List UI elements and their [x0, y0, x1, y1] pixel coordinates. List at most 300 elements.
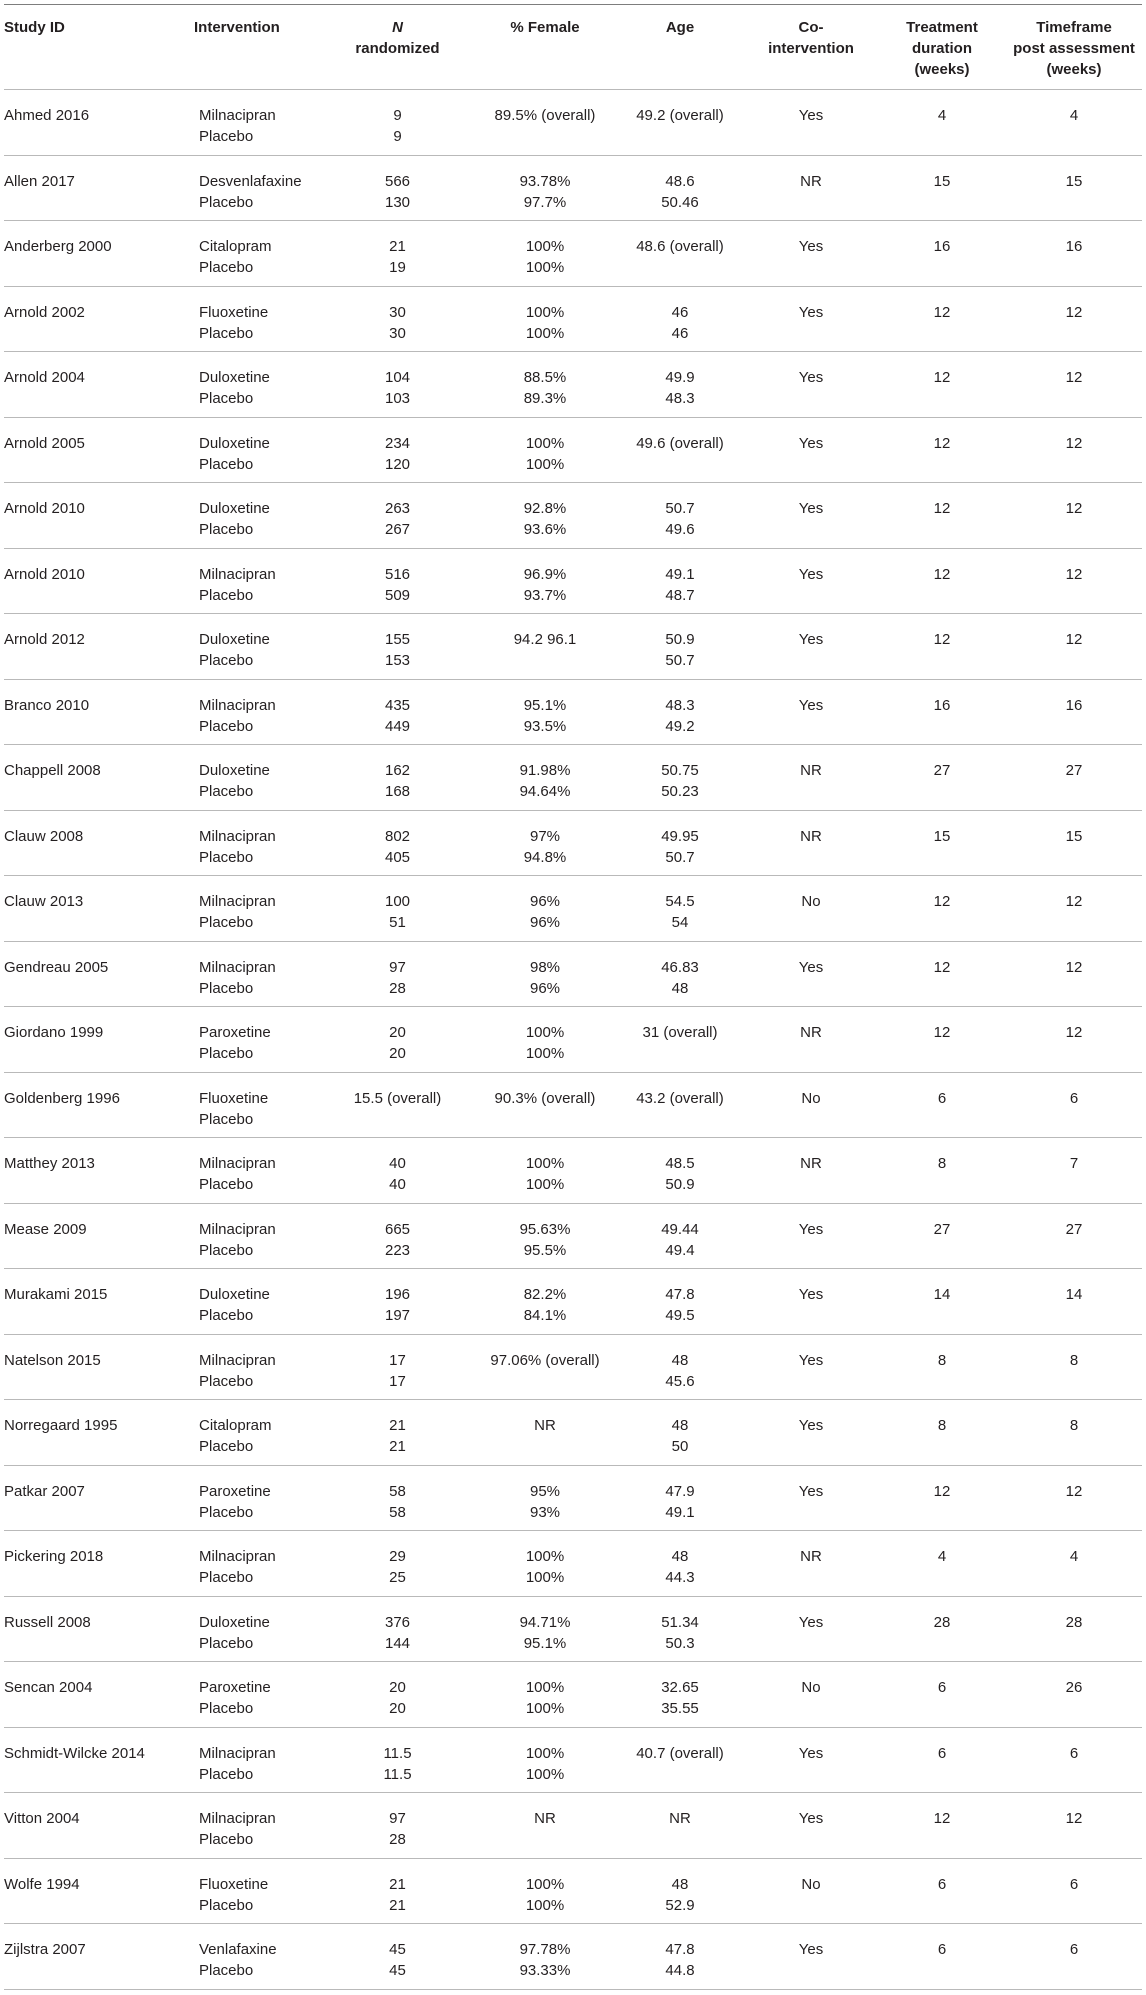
- table-row: [4, 352, 1142, 418]
- age-intervention: 43.2 (overall): [636, 1089, 724, 1107]
- intervention-cell: [194, 1007, 321, 1073]
- age-cell: [616, 1400, 744, 1466]
- timeframe-cell: [1006, 876, 1142, 942]
- header-study-id: Study ID: [4, 19, 65, 36]
- age-cell: [616, 1727, 744, 1793]
- female-intervention: 89.5% (overall): [494, 107, 596, 124]
- n-intervention: 11.5: [383, 1744, 412, 1762]
- n-intervention: 45: [389, 1941, 406, 1958]
- table-row: [4, 90, 1142, 156]
- age-control: 44.8: [665, 1962, 695, 1979]
- treatment-duration-cell: [878, 1793, 1006, 1859]
- female-cell: [474, 483, 616, 549]
- timeframe-cell: [1006, 1596, 1142, 1662]
- female-control: 96%: [529, 979, 561, 997]
- n-randomized-cell: [321, 614, 474, 680]
- treatment-duration: 15: [933, 172, 951, 190]
- study-id-cell: [4, 352, 194, 418]
- female-control: 94.64%: [519, 783, 571, 800]
- female-intervention: 100%: [525, 1024, 565, 1041]
- study-id: Branco 2010: [4, 696, 90, 714]
- treatment-duration-cell: [878, 614, 1006, 680]
- female-cell: [474, 1531, 616, 1597]
- female-control: 100%: [525, 259, 565, 276]
- age-control: 48: [671, 979, 689, 997]
- n-intervention: 15.5 (overall): [353, 1089, 442, 1107]
- n-randomized-cell: [321, 155, 474, 221]
- n-control: 449: [384, 717, 411, 735]
- treatment-duration-cell: [878, 417, 1006, 483]
- age-cell: [616, 876, 744, 942]
- co-intervention: Yes: [798, 238, 824, 255]
- female-cell: [474, 1924, 616, 1990]
- intervention-arm: Milnacipran: [199, 565, 276, 583]
- study-characteristics-table: [4, 4, 1142, 1990]
- n-intervention: 162: [384, 762, 411, 779]
- control-arm: Placebo: [199, 717, 254, 735]
- intervention-arm: Fluoxetine: [199, 1089, 269, 1107]
- n-control: 21: [389, 1438, 406, 1455]
- age-intervention: 46.83: [661, 958, 699, 976]
- table-body: [4, 90, 1142, 1990]
- control-arm: Placebo: [199, 1831, 254, 1848]
- table-row: [4, 876, 1142, 942]
- n-control: 20: [389, 1045, 406, 1062]
- timeframe: 12: [1065, 1482, 1083, 1500]
- treatment-duration-cell: [878, 941, 1006, 1007]
- female-intervention: 96.9%: [523, 565, 567, 583]
- n-control: 28: [389, 1831, 406, 1848]
- control-arm: Placebo: [199, 1176, 254, 1193]
- age-cell: [616, 1858, 744, 1924]
- intervention-cell: [194, 1465, 321, 1531]
- table-row: [4, 1203, 1142, 1269]
- n-control: 19: [389, 259, 406, 276]
- female-cell: [474, 352, 616, 418]
- intervention-arm: Milnacipran: [199, 107, 276, 124]
- age-cell: [616, 941, 744, 1007]
- control-arm: Placebo: [199, 259, 254, 276]
- treatment-duration-cell: [878, 810, 1006, 876]
- study-id: Vitton 2004: [4, 1810, 80, 1827]
- age-cell: [616, 286, 744, 352]
- age-intervention: 49.6 (overall): [636, 434, 724, 452]
- control-arm: Placebo: [199, 1372, 254, 1390]
- table-row: [4, 286, 1142, 352]
- n-intervention: 21: [389, 238, 406, 255]
- female-intervention: 98%: [529, 958, 561, 976]
- age-control: [616, 257, 744, 278]
- table-row: [4, 1269, 1142, 1335]
- intervention-arm: Milnacipran: [199, 1155, 276, 1172]
- table-row: [4, 810, 1142, 876]
- treatment-duration: 16: [933, 696, 951, 714]
- treatment-duration: 6: [937, 1744, 947, 1762]
- treatment-duration: 27: [933, 762, 951, 779]
- age-intervention: 48: [671, 1875, 689, 1893]
- n-control: 153: [384, 652, 411, 669]
- intervention-cell: [194, 1596, 321, 1662]
- n-randomized-cell: [321, 1727, 474, 1793]
- n-control: 11.5: [383, 1765, 412, 1783]
- intervention-arm: Duloxetine: [199, 500, 270, 517]
- n-control: 267: [384, 521, 411, 538]
- co-intervention: Yes: [798, 1220, 824, 1238]
- female-cell: [474, 90, 616, 156]
- header-timeframe: Timeframe post assessment (weeks): [1013, 19, 1135, 78]
- female-control: 89.3%: [523, 390, 567, 407]
- timeframe-cell: [1006, 1269, 1142, 1335]
- n-control: [321, 1109, 474, 1130]
- n-control: 25: [389, 1569, 406, 1586]
- n-control: 168: [384, 783, 411, 800]
- intervention-arm: Paroxetine: [199, 1482, 271, 1500]
- n-control: 45: [389, 1962, 406, 1979]
- age-cell: [616, 1465, 744, 1531]
- n-control: 405: [384, 848, 411, 866]
- treatment-duration: 12: [933, 500, 951, 517]
- female-intervention: 100%: [525, 1155, 565, 1172]
- control-arm: Placebo: [199, 1634, 254, 1652]
- co-intervention-cell: [744, 548, 878, 614]
- n-intervention: 566: [384, 172, 411, 190]
- table-row: [4, 1007, 1142, 1073]
- co-intervention: Yes: [798, 1744, 824, 1762]
- study-id: Allen 2017: [4, 172, 75, 190]
- treatment-duration-cell: [878, 286, 1006, 352]
- female-control: 100%: [525, 1569, 565, 1586]
- co-intervention-cell: [744, 1727, 878, 1793]
- female-cell: [474, 1727, 616, 1793]
- study-id-cell: [4, 1072, 194, 1138]
- treatment-duration: 4: [937, 107, 947, 124]
- female-cell: [474, 155, 616, 221]
- age-control: 54: [671, 914, 689, 931]
- n-control: 130: [384, 193, 411, 211]
- n-intervention: 40: [389, 1155, 406, 1172]
- co-intervention: Yes: [798, 1810, 824, 1827]
- treatment-duration: 12: [933, 1024, 951, 1041]
- n-intervention: 58: [389, 1482, 406, 1500]
- co-intervention: Yes: [798, 565, 824, 583]
- n-control: 120: [384, 455, 411, 473]
- study-id: Pickering 2018: [4, 1548, 104, 1565]
- treatment-duration: 28: [933, 1613, 951, 1631]
- table-row: [4, 548, 1142, 614]
- table-row: [4, 1531, 1142, 1597]
- age-control: 50.23: [661, 783, 699, 800]
- timeframe: 15: [1065, 172, 1083, 190]
- n-intervention: 376: [384, 1613, 411, 1631]
- study-id-cell: [4, 1858, 194, 1924]
- treatment-duration-cell: [878, 1400, 1006, 1466]
- n-intervention: 20: [389, 1679, 406, 1696]
- study-id: Arnold 2010: [4, 500, 85, 517]
- treatment-duration: 12: [933, 369, 951, 386]
- study-id-cell: [4, 483, 194, 549]
- treatment-duration-cell: [878, 1203, 1006, 1269]
- study-id: Clauw 2008: [4, 827, 84, 845]
- table-header: [4, 5, 1142, 90]
- timeframe: 8: [1069, 1417, 1079, 1434]
- study-id: Zijlstra 2007: [4, 1941, 86, 1958]
- age-intervention: 51.34: [661, 1613, 699, 1631]
- female-control: 100%: [525, 324, 565, 342]
- n-randomized-cell: [321, 876, 474, 942]
- n-randomized-cell: [321, 941, 474, 1007]
- age-intervention: 54.5: [665, 893, 695, 910]
- female-intervention: 94.71%: [519, 1613, 571, 1631]
- co-intervention-cell: [744, 1662, 878, 1728]
- study-id: Sencan 2004: [4, 1679, 93, 1696]
- treatment-duration-cell: [878, 1334, 1006, 1400]
- treatment-duration: 12: [933, 1810, 951, 1827]
- age-control: 49.4: [665, 1241, 695, 1259]
- age-control: 49.1: [665, 1503, 695, 1521]
- study-id: Natelson 2015: [4, 1351, 101, 1369]
- header-row: [4, 5, 1142, 90]
- co-intervention: Yes: [798, 1417, 824, 1434]
- n-intervention: 17: [389, 1351, 406, 1369]
- intervention-cell: [194, 614, 321, 680]
- control-arm: Placebo: [199, 455, 254, 473]
- intervention-arm: Milnacipran: [199, 958, 276, 976]
- study-id: Patkar 2007: [4, 1482, 85, 1500]
- female-control: 100%: [525, 1045, 565, 1062]
- study-id: Arnold 2012: [4, 631, 85, 648]
- female-intervention: 95.63%: [519, 1220, 571, 1238]
- female-cell: [474, 1269, 616, 1335]
- table-row: [4, 1924, 1142, 1990]
- female-cell: [474, 548, 616, 614]
- treatment-duration-cell: [878, 1072, 1006, 1138]
- study-id-cell: [4, 90, 194, 156]
- female-cell: [474, 1858, 616, 1924]
- n-randomized-cell: [321, 352, 474, 418]
- co-intervention-cell: [744, 155, 878, 221]
- age-control: 49.6: [665, 521, 695, 538]
- control-arm: Placebo: [199, 1045, 254, 1062]
- timeframe-cell: [1006, 941, 1142, 1007]
- female-control: 93%: [529, 1503, 561, 1521]
- age-intervention: 48.3: [665, 696, 695, 714]
- age-intervention: 48: [671, 1417, 689, 1434]
- treatment-duration-cell: [878, 155, 1006, 221]
- co-intervention: Yes: [798, 500, 824, 517]
- female-intervention: 90.3% (overall): [494, 1089, 596, 1107]
- control-arm: Placebo: [199, 979, 254, 997]
- header-intervention: Intervention: [194, 19, 280, 36]
- study-id: Murakami 2015: [4, 1286, 108, 1303]
- study-id: Anderberg 2000: [4, 238, 112, 255]
- intervention-cell: [194, 1662, 321, 1728]
- intervention-cell: [194, 941, 321, 1007]
- co-intervention-cell: [744, 221, 878, 287]
- timeframe: 6: [1069, 1744, 1079, 1762]
- female-cell: [474, 745, 616, 811]
- treatment-duration: 16: [933, 238, 951, 255]
- header-age: Age: [665, 19, 695, 36]
- age-cell: [616, 745, 744, 811]
- female-intervention: 100%: [525, 238, 565, 255]
- timeframe: 12: [1065, 1024, 1083, 1041]
- age-control: 45.6: [665, 1372, 695, 1390]
- age-intervention: 47.8: [665, 1286, 695, 1303]
- table-row: [4, 1334, 1142, 1400]
- female-cell: [474, 417, 616, 483]
- n-randomized-cell: [321, 1072, 474, 1138]
- n-randomized-cell: [321, 90, 474, 156]
- n-control: 40: [389, 1176, 406, 1193]
- treatment-duration: 15: [933, 827, 951, 845]
- timeframe: 14: [1065, 1286, 1083, 1303]
- female-cell: [474, 810, 616, 876]
- age-cell: [616, 1007, 744, 1073]
- female-control: 100%: [525, 1700, 565, 1717]
- intervention-arm: Fluoxetine: [199, 303, 269, 321]
- n-randomized-cell: [321, 1203, 474, 1269]
- study-id-cell: [4, 1662, 194, 1728]
- timeframe: 7: [1069, 1155, 1079, 1172]
- intervention-arm: Duloxetine: [199, 762, 270, 779]
- timeframe-cell: [1006, 1531, 1142, 1597]
- n-control: 103: [384, 390, 411, 407]
- study-id: Norregaard 1995: [4, 1417, 118, 1434]
- female-intervention: NR: [534, 1810, 556, 1827]
- treatment-duration-cell: [878, 1269, 1006, 1335]
- n-control: 58: [389, 1503, 406, 1521]
- treatment-duration-cell: [878, 90, 1006, 156]
- timeframe: 16: [1065, 696, 1083, 714]
- female-intervention: 95.1%: [523, 696, 567, 714]
- timeframe: 12: [1065, 369, 1083, 386]
- timeframe-cell: [1006, 679, 1142, 745]
- female-intervention: NR: [534, 1417, 556, 1434]
- age-control: [616, 126, 744, 147]
- study-id-cell: [4, 876, 194, 942]
- female-control: 100%: [525, 1176, 565, 1193]
- female-control: 96%: [529, 914, 561, 931]
- intervention-cell: [194, 745, 321, 811]
- female-control: 100%: [525, 455, 565, 473]
- study-id-cell: [4, 286, 194, 352]
- intervention-cell: [194, 1924, 321, 1990]
- study-id-cell: [4, 1007, 194, 1073]
- timeframe: 16: [1065, 238, 1083, 255]
- study-id: Arnold 2010: [4, 565, 85, 583]
- study-id-cell: [4, 679, 194, 745]
- intervention-cell: [194, 1269, 321, 1335]
- control-arm: Placebo: [199, 1241, 254, 1259]
- intervention-cell: [194, 417, 321, 483]
- control-arm: Placebo: [199, 324, 254, 342]
- age-control: 48.3: [665, 390, 695, 407]
- timeframe: 6: [1069, 1875, 1079, 1893]
- co-intervention-cell: [744, 1465, 878, 1531]
- n-randomized-cell: [321, 483, 474, 549]
- age-cell: [616, 417, 744, 483]
- intervention-arm: Duloxetine: [199, 1613, 270, 1631]
- intervention-cell: [194, 1334, 321, 1400]
- co-intervention: Yes: [798, 434, 824, 452]
- intervention-arm: Desvenlafaxine: [199, 172, 302, 190]
- table-row: [4, 614, 1142, 680]
- n-intervention: 196: [384, 1286, 411, 1303]
- timeframe-cell: [1006, 1727, 1142, 1793]
- n-intervention: 155: [384, 631, 411, 648]
- intervention-cell: [194, 679, 321, 745]
- co-intervention: NR: [800, 172, 822, 190]
- study-id: Gendreau 2005: [4, 958, 109, 976]
- n-intervention: 516: [384, 565, 411, 583]
- co-intervention-cell: [744, 1793, 878, 1859]
- co-intervention-cell: [744, 1007, 878, 1073]
- timeframe: 12: [1065, 434, 1083, 452]
- timeframe-cell: [1006, 1793, 1142, 1859]
- age-control: 50.7: [665, 652, 695, 669]
- study-id: Arnold 2005: [4, 434, 85, 452]
- n-intervention: 21: [389, 1417, 406, 1434]
- study-id-cell: [4, 417, 194, 483]
- n-control: 51: [389, 914, 406, 931]
- n-intervention: 20: [389, 1024, 406, 1041]
- intervention-cell: [194, 876, 321, 942]
- female-intervention: 94.2 96.1: [513, 631, 577, 648]
- control-arm: Placebo: [199, 1438, 254, 1455]
- co-intervention: Yes: [798, 1482, 824, 1500]
- n-intervention: 665: [384, 1220, 411, 1238]
- control-arm: Placebo: [199, 783, 254, 800]
- co-intervention-cell: [744, 417, 878, 483]
- treatment-duration-cell: [878, 745, 1006, 811]
- study-id-cell: [4, 1924, 194, 1990]
- co-intervention-cell: [744, 1596, 878, 1662]
- n-randomized-cell: [321, 1138, 474, 1204]
- n-randomized-cell: [321, 1662, 474, 1728]
- intervention-cell: [194, 1072, 321, 1138]
- timeframe-cell: [1006, 1138, 1142, 1204]
- n-control: 223: [384, 1241, 411, 1259]
- female-cell: [474, 1203, 616, 1269]
- age-cell: [616, 1596, 744, 1662]
- co-intervention-cell: [744, 1138, 878, 1204]
- co-intervention: Yes: [798, 1351, 824, 1369]
- timeframe-cell: [1006, 810, 1142, 876]
- female-cell: [474, 1334, 616, 1400]
- age-cell: [616, 1072, 744, 1138]
- co-intervention: Yes: [798, 1613, 824, 1631]
- study-id-cell: [4, 1334, 194, 1400]
- timeframe-cell: [1006, 286, 1142, 352]
- age-control: 50: [671, 1438, 689, 1455]
- study-id: Schmidt-Wilcke 2014: [4, 1744, 145, 1762]
- age-intervention: 50.7: [665, 500, 695, 517]
- treatment-duration: 8: [937, 1155, 947, 1172]
- n-control: 28: [389, 979, 406, 997]
- study-id-cell: [4, 155, 194, 221]
- co-intervention-cell: [744, 90, 878, 156]
- intervention-cell: [194, 1203, 321, 1269]
- timeframe-cell: [1006, 1334, 1142, 1400]
- study-id-cell: [4, 221, 194, 287]
- co-intervention: NR: [800, 827, 822, 845]
- co-intervention: Yes: [798, 369, 824, 386]
- age-cell: [616, 221, 744, 287]
- intervention-cell: [194, 1727, 321, 1793]
- female-intervention: 97%: [529, 827, 561, 845]
- study-id-cell: [4, 1138, 194, 1204]
- treatment-duration: 27: [933, 1220, 951, 1238]
